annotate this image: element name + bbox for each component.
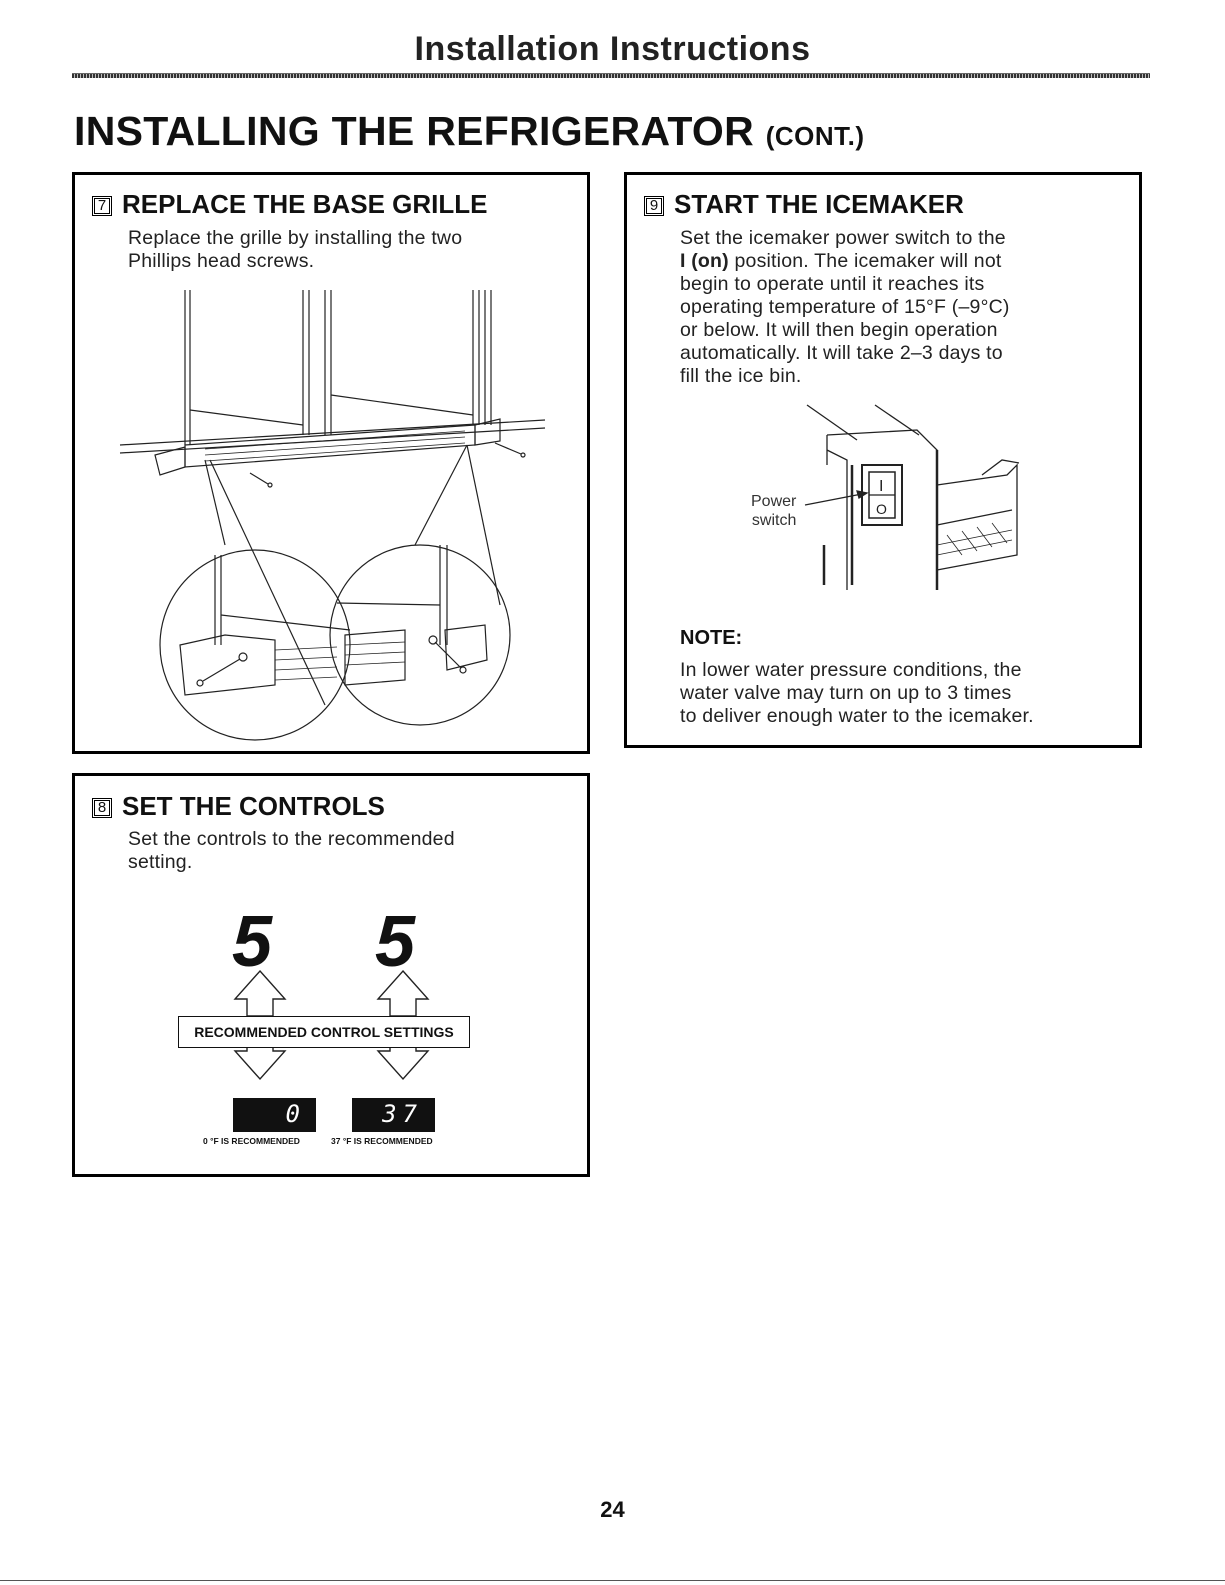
step-8-text	[128, 828, 455, 874]
arrow-up-icon	[235, 971, 285, 1016]
note-line: In lower water pressure conditions, the	[680, 659, 1022, 681]
step-9-line: fill the ice bin.	[680, 365, 802, 387]
fresh-food-display-value: 37	[382, 1100, 423, 1128]
bottom-rule	[0, 1580, 1225, 1581]
note-line: water valve may turn on up to 3 times	[680, 682, 1012, 704]
step-8-panel	[72, 773, 590, 1177]
step-9-line: I (on) position. The icemaker will not	[680, 250, 1002, 272]
fresh-food-display	[352, 1098, 435, 1132]
power-switch-callout: Power switch	[751, 493, 797, 529]
page-number: 24	[600, 1497, 625, 1522]
step-8-line: Set the controls to the recommended	[128, 828, 455, 850]
step-9-heading-text: START THE ICEMAKER	[674, 189, 964, 219]
step-9-text	[680, 227, 1010, 388]
step-9-line: operating temperature of 15°F (–9°C)	[680, 296, 1010, 318]
step-7-line: Phillips head screws.	[128, 250, 315, 272]
step-7-number: 7	[92, 196, 112, 216]
icemaker-illustration	[787, 405, 1087, 595]
step-9-number: 9	[644, 196, 664, 216]
freezer-display-value: 0	[285, 1100, 300, 1128]
fresh-food-caption: 37 °F IS RECOMMENDED	[331, 1136, 433, 1146]
fresh-food-setting-number: 5	[375, 902, 416, 982]
on-position-label: I (on)	[680, 250, 729, 272]
base-grille-illustration	[75, 285, 587, 745]
running-header: Installation Instructions	[414, 30, 811, 68]
step-8-line: setting.	[128, 851, 193, 873]
step-7-panel	[72, 172, 590, 754]
step-7-heading	[92, 189, 487, 220]
recommended-settings-label: RECOMMENDED CONTROL SETTINGS	[178, 1016, 470, 1048]
note-line: to deliver enough water to the icemaker.	[680, 705, 1034, 727]
step-9-line: automatically. It will take 2–3 days to	[680, 342, 1003, 364]
page-title-main: INSTALLING THE REFRIGERATOR	[74, 108, 755, 154]
freezer-caption: 0 °F IS RECOMMENDED	[203, 1136, 300, 1146]
step-9-line: or below. It will then begin operation	[680, 319, 998, 341]
step-9-line: Set the icemaker power switch to the	[680, 227, 1006, 249]
arrow-up-icon	[378, 971, 428, 1016]
page-title-suffix: (CONT.)	[765, 121, 865, 151]
step-8-heading-text: SET THE CONTROLS	[122, 791, 385, 821]
step-9-panel	[624, 172, 1142, 748]
note-text	[680, 659, 1034, 728]
switch-off-glyph: O	[876, 501, 887, 517]
note-heading: NOTE:	[680, 627, 743, 649]
step-7-heading-text: REPLACE THE BASE GRILLE	[122, 189, 488, 219]
page-title	[74, 108, 865, 155]
step-9-heading	[644, 189, 964, 220]
header-rule	[72, 73, 1150, 78]
step-7-text	[128, 227, 462, 273]
switch-on-glyph: I	[879, 478, 884, 495]
step-8-heading	[92, 791, 385, 822]
step-8-number: 8	[92, 798, 112, 818]
freezer-setting-number: 5	[232, 902, 273, 982]
step-7-line: Replace the grille by installing the two	[128, 227, 463, 249]
step-9-line: begin to operate until it reaches its	[680, 273, 985, 295]
freezer-display	[233, 1098, 316, 1132]
